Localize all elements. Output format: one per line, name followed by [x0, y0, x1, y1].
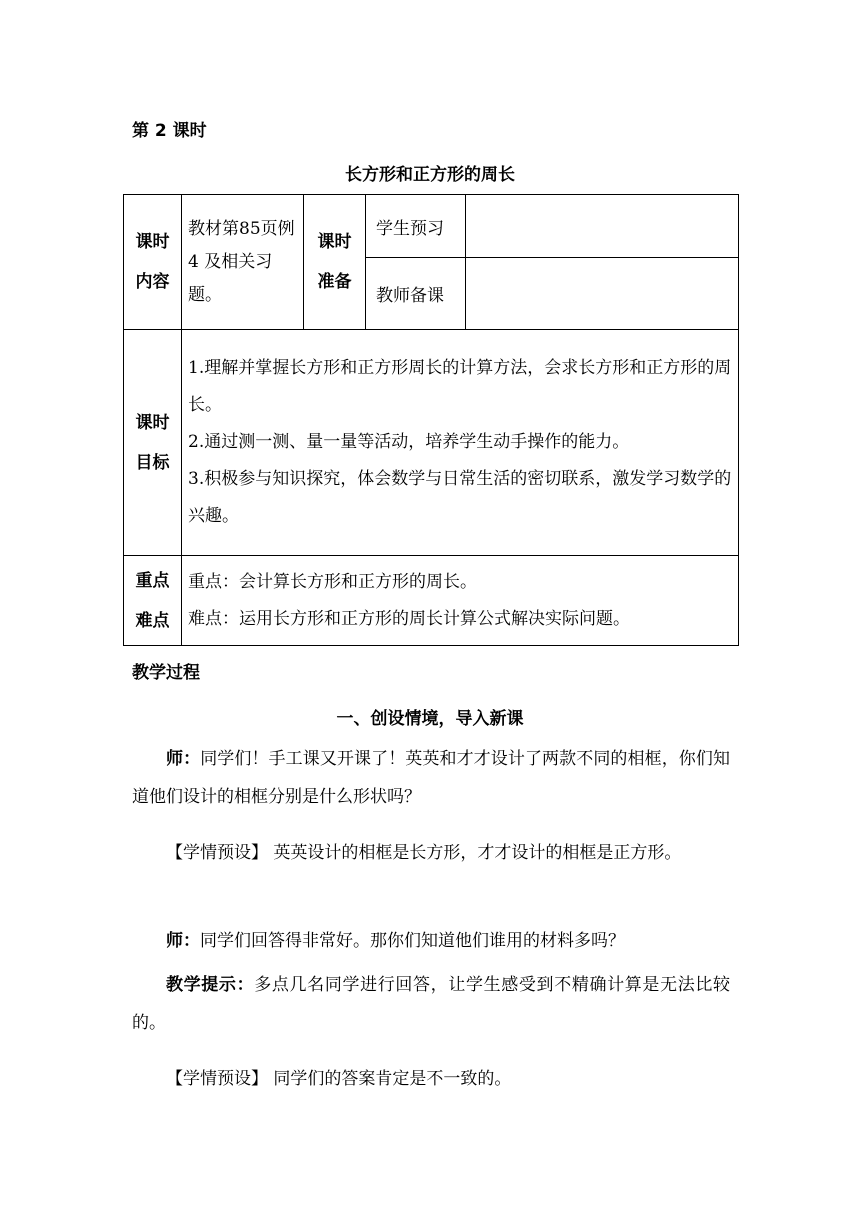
paragraph-text: 同学们回答得非常好。那你们知道他们谁用的材料多吗？	[200, 931, 625, 951]
paragraph-teacher-2	[132, 922, 730, 960]
goal-item: 3.积极参与知识探究，体会数学与日常生活的密切联系，激发学习数学的兴趣。	[188, 469, 732, 526]
goals-cell	[182, 330, 739, 556]
student-prep-label: 学生预习	[366, 195, 466, 258]
lesson-number: 第 2 课时	[132, 121, 207, 141]
tip-label: 教学提示：	[166, 975, 255, 995]
paragraph-preset-2	[132, 1060, 730, 1098]
speaker-label: 师：	[166, 749, 201, 769]
paragraph-text: 英英设计的相框是长方形，才才设计的相框是正方形。	[268, 843, 682, 863]
content-label	[124, 195, 182, 330]
content-text: 教材第85页例 4 及相关习题。	[182, 195, 304, 330]
prep-label	[304, 195, 366, 330]
process-heading: 教学过程	[132, 663, 200, 683]
content-label-line1: 课时	[135, 232, 170, 252]
section-title: 一、创设情境，导入新课	[336, 709, 524, 729]
preset-label: 【学情预设】	[166, 1069, 268, 1089]
paragraph-text: 同学们！手工课又开课了！英英和才才设计了两款不同的相框，你们知道他们设计的相框分别是什么形状吗？	[132, 749, 730, 807]
preset-label: 【学情预设】	[166, 843, 268, 863]
lesson-title: 长方形和正方形的周长	[345, 165, 515, 185]
difficult-point: 难点：运用长方形和正方形的周长计算公式解决实际问题。	[188, 608, 630, 629]
paragraph-preset-1	[132, 834, 730, 872]
student-prep-value	[466, 195, 739, 258]
key-point: 重点：会计算长方形和正方形的周长。	[188, 571, 477, 592]
goal-item: 1.理解并掌握长方形和正方形周长的计算方法，会求长方形和正方形的周长。	[188, 358, 732, 415]
paragraph-tip	[132, 966, 730, 1042]
paragraph-text: 同学们的答案肯定是不一致的。	[268, 1069, 512, 1089]
keypoints-label-line2: 难点	[135, 610, 170, 631]
teacher-prep-value	[466, 258, 739, 330]
teacher-prep-label: 教师备课	[366, 258, 466, 330]
keypoints-label-line1: 重点	[135, 570, 170, 591]
prep-label-line1: 课时	[317, 232, 352, 252]
goal-item: 2.通过测一测、量一量等活动，培养学生动手操作的能力。	[188, 432, 630, 452]
speaker-label: 师：	[166, 931, 200, 951]
content-label-line2: 内容	[135, 272, 170, 292]
prep-label-line2: 准备	[317, 272, 352, 292]
lesson-info-table	[123, 194, 739, 646]
goals-label-line2: 目标	[135, 452, 170, 473]
goals-label	[124, 330, 182, 556]
keypoints-label	[124, 556, 182, 646]
paragraph-teacher-1	[132, 740, 730, 816]
keypoints-cell	[182, 556, 739, 646]
paragraph-text: 多点几名同学进行回答，让学生感受到不精确计算是无法比较的。	[132, 975, 731, 1033]
goals-label-line1: 课时	[135, 412, 170, 433]
